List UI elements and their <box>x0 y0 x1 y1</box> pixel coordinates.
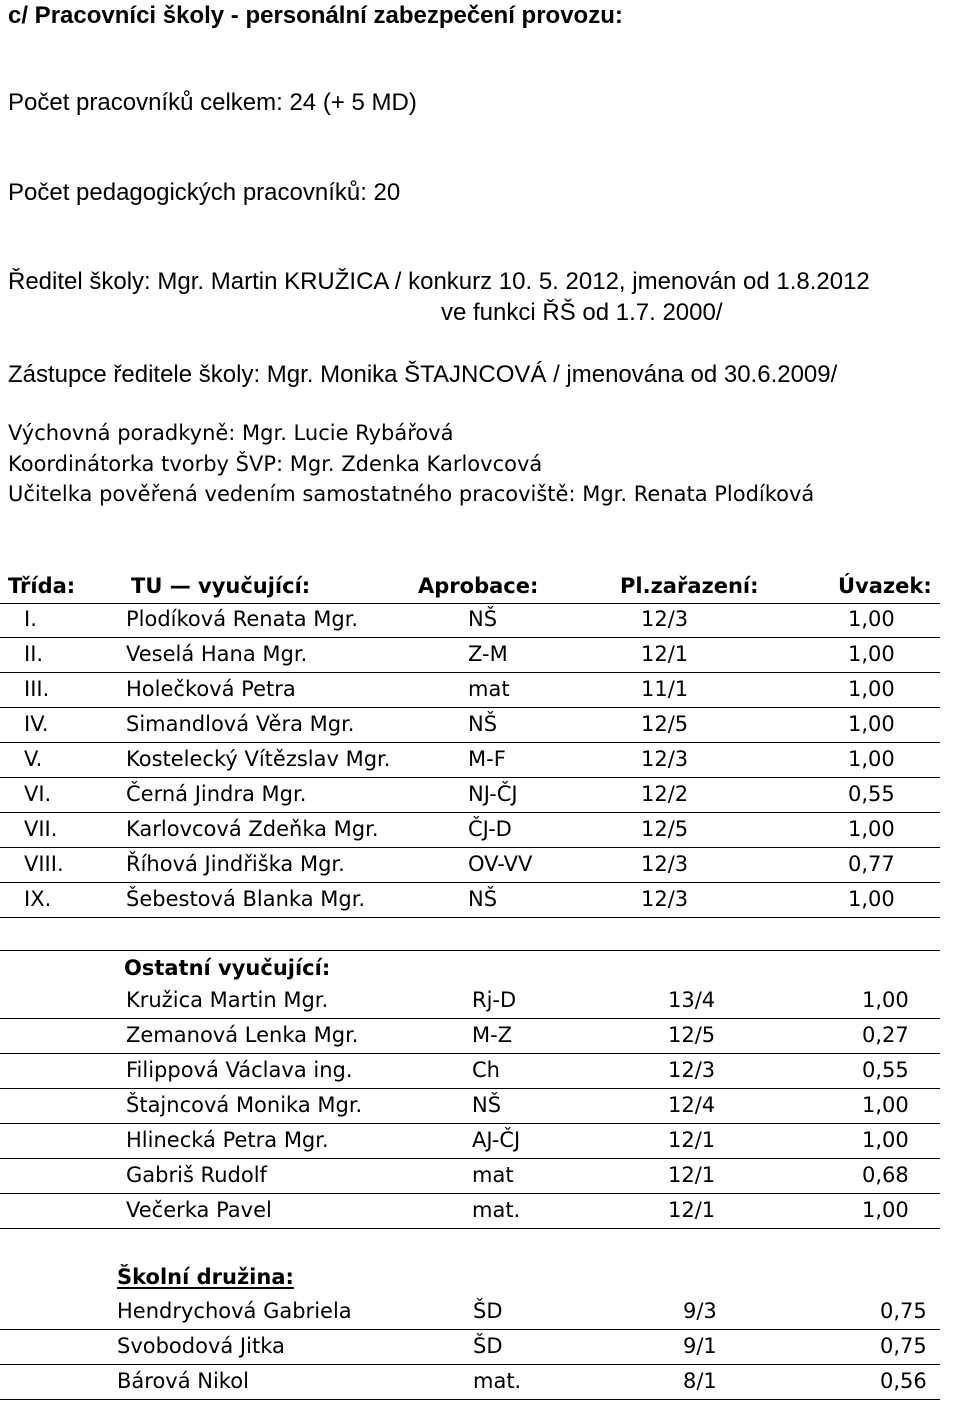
teacher-cell: Hlinecká Petra Mgr. <box>126 1128 329 1152</box>
salary-class-cell: 12/3 <box>641 852 689 876</box>
teacher-cell: Svobodová Jitka <box>117 1334 285 1358</box>
row-rule <box>0 1053 940 1054</box>
teacher-cell: Kružica Martin Mgr. <box>126 988 329 1012</box>
after-school-title: Školní družina: <box>117 1265 294 1289</box>
salary-class-cell: 12/1 <box>668 1163 716 1187</box>
row-rule <box>0 777 940 778</box>
workload-cell: 1,00 <box>848 817 895 841</box>
row-rule <box>0 707 940 708</box>
workload-cell: 1,00 <box>848 747 895 771</box>
class-cell: II. <box>24 642 44 666</box>
workload-cell: 1,00 <box>848 677 895 701</box>
director-line-2: ve funkci ŘŠ od 1.7. 2000/ <box>441 299 723 326</box>
class-cell: VIII. <box>24 852 64 876</box>
workload-cell: 0,27 <box>862 1023 909 1047</box>
row-rule <box>0 1123 940 1124</box>
approbation-cell: OV-VV <box>468 852 533 876</box>
row-rule <box>0 812 940 813</box>
teacher-cell: Zemanová Lenka Mgr. <box>126 1023 359 1047</box>
workload-cell: 0,55 <box>862 1058 909 1082</box>
approbation-cell: NŠ <box>468 712 498 736</box>
teacher-cell: Šebestová Blanka Mgr. <box>126 887 366 911</box>
salary-class-cell: 12/1 <box>641 642 689 666</box>
salary-class-cell: 12/3 <box>668 1058 716 1082</box>
approbation-cell: NJ-ČJ <box>468 782 518 806</box>
salary-class-cell: 12/3 <box>641 887 689 911</box>
teacher-cell: Filippová Václava ing. <box>126 1058 353 1082</box>
workload-cell: 1,00 <box>848 887 895 911</box>
director-line-1: Ředitel školy: Mgr. Martin KRUŽICA / konkurz 10. 5. 2012, jmenován od 1.8.2012 <box>8 268 870 295</box>
salary-class-cell: 12/1 <box>668 1198 716 1222</box>
teacher-cell: Simandlová Věra Mgr. <box>126 712 355 736</box>
teacher-cell: Večerka Pavel <box>126 1198 272 1222</box>
staff-total: Počet pracovníků celkem: 24 (+ 5 MD) <box>8 89 417 116</box>
row-rule <box>0 1158 940 1159</box>
section-heading: c/ Pracovníci školy - personální zabezpečení provozu: <box>8 2 623 29</box>
table-bottom-rule <box>0 950 940 951</box>
salary-class-cell: 12/2 <box>641 782 689 806</box>
approbation-cell: M-F <box>468 747 506 771</box>
approbation-cell: Rj-D <box>472 988 517 1012</box>
class-cell: VI. <box>24 782 52 806</box>
teacher-cell: Holečková Petra <box>126 677 296 701</box>
teacher-cell: Bárová Nikol <box>117 1369 249 1393</box>
educational-advisor: Výchovná poradkyně: Mgr. Lucie Rybářová <box>8 421 454 445</box>
header-teacher: TU — vyučující: <box>131 574 311 598</box>
salary-class-cell: 12/5 <box>641 817 689 841</box>
approbation-cell: NŠ <box>468 887 498 911</box>
table-rule <box>0 603 940 604</box>
salary-class-cell: 12/1 <box>668 1128 716 1152</box>
svp-coordinator: Koordinátorka tvorby ŠVP: Mgr. Zdenka Karlovcová <box>8 452 543 476</box>
header-class: Třída: <box>8 574 76 598</box>
teacher-cell: Říhová Jindřiška Mgr. <box>126 852 345 876</box>
salary-class-cell: 12/3 <box>641 747 689 771</box>
row-rule <box>0 1193 940 1194</box>
row-rule <box>0 917 940 918</box>
row-rule <box>0 1364 940 1365</box>
pedagogical-total: Počet pedagogických pracovníků: 20 <box>8 179 401 206</box>
approbation-cell: AJ-ČJ <box>472 1128 521 1152</box>
other-teachers-title: Ostatní vyučující: <box>124 956 331 980</box>
row-rule <box>0 1228 940 1229</box>
workload-cell: 1,00 <box>862 1128 909 1152</box>
teacher-cell: Hendrychová Gabriela <box>117 1299 352 1323</box>
class-cell: VII. <box>24 817 58 841</box>
header-salary-class: Pl.zařazení: <box>620 574 759 598</box>
row-rule <box>0 882 940 883</box>
row-rule <box>0 1088 940 1089</box>
workload-cell: 0,68 <box>862 1163 909 1187</box>
teacher-cell: Štajncová Monika Mgr. <box>126 1093 363 1117</box>
salary-class-cell: 9/3 <box>683 1299 717 1323</box>
teacher-cell: Kostelecký Vítězslav Mgr. <box>126 747 391 771</box>
salary-class-cell: 9/1 <box>683 1334 717 1358</box>
class-cell: V. <box>24 747 43 771</box>
row-rule <box>0 672 940 673</box>
row-rule <box>0 1399 940 1400</box>
row-rule <box>0 1329 940 1330</box>
row-rule <box>0 1018 940 1019</box>
salary-class-cell: 12/5 <box>641 712 689 736</box>
header-workload: Úvazek: <box>838 574 932 598</box>
approbation-cell: NŠ <box>468 607 498 631</box>
approbation-cell: mat. <box>472 1198 521 1222</box>
salary-class-cell: 12/4 <box>668 1093 716 1117</box>
class-cell: IV. <box>24 712 49 736</box>
row-rule <box>0 637 940 638</box>
workload-cell: 0,56 <box>880 1369 927 1393</box>
approbation-cell: Ch <box>472 1058 500 1082</box>
branch-teacher: Učitelka pověřená vedením samostatného pracoviště: Mgr. Renata Plodíková <box>8 482 815 506</box>
approbation-cell: ŠD <box>473 1299 503 1323</box>
class-cell: I. <box>24 607 37 631</box>
approbation-cell: ŠD <box>473 1334 503 1358</box>
workload-cell: 1,00 <box>862 988 909 1012</box>
workload-cell: 1,00 <box>862 1198 909 1222</box>
row-rule <box>0 742 940 743</box>
approbation-cell: mat <box>472 1163 514 1187</box>
approbation-cell: ČJ-D <box>468 817 512 841</box>
approbation-cell: mat <box>468 677 510 701</box>
deputy-director: Zástupce ředitele školy: Mgr. Monika ŠTAJNCOVÁ / jmenována od 30.6.2009/ <box>8 361 838 388</box>
approbation-cell: Z-M <box>468 642 508 666</box>
workload-cell: 1,00 <box>848 607 895 631</box>
teacher-cell: Plodíková Renata Mgr. <box>126 607 359 631</box>
salary-class-cell: 12/3 <box>641 607 689 631</box>
approbation-cell: M-Z <box>472 1023 513 1047</box>
class-cell: IX. <box>24 887 52 911</box>
class-cell: III. <box>24 677 50 701</box>
salary-class-cell: 8/1 <box>683 1369 717 1393</box>
workload-cell: 1,00 <box>848 712 895 736</box>
approbation-cell: mat. <box>473 1369 522 1393</box>
workload-cell: 1,00 <box>848 642 895 666</box>
workload-cell: 0,75 <box>880 1299 927 1323</box>
header-approbation: Aprobace: <box>418 574 539 598</box>
row-rule <box>0 847 940 848</box>
salary-class-cell: 11/1 <box>641 677 689 701</box>
workload-cell: 0,55 <box>848 782 895 806</box>
salary-class-cell: 12/5 <box>668 1023 716 1047</box>
teacher-cell: Veselá Hana Mgr. <box>126 642 308 666</box>
workload-cell: 0,75 <box>880 1334 927 1358</box>
workload-cell: 0,77 <box>848 852 895 876</box>
approbation-cell: NŠ <box>472 1093 502 1117</box>
salary-class-cell: 13/4 <box>668 988 716 1012</box>
workload-cell: 1,00 <box>862 1093 909 1117</box>
teacher-cell: Černá Jindra Mgr. <box>126 782 307 806</box>
teacher-cell: Gabriš Rudolf <box>126 1163 267 1187</box>
teacher-cell: Karlovcová Zdeňka Mgr. <box>126 817 379 841</box>
